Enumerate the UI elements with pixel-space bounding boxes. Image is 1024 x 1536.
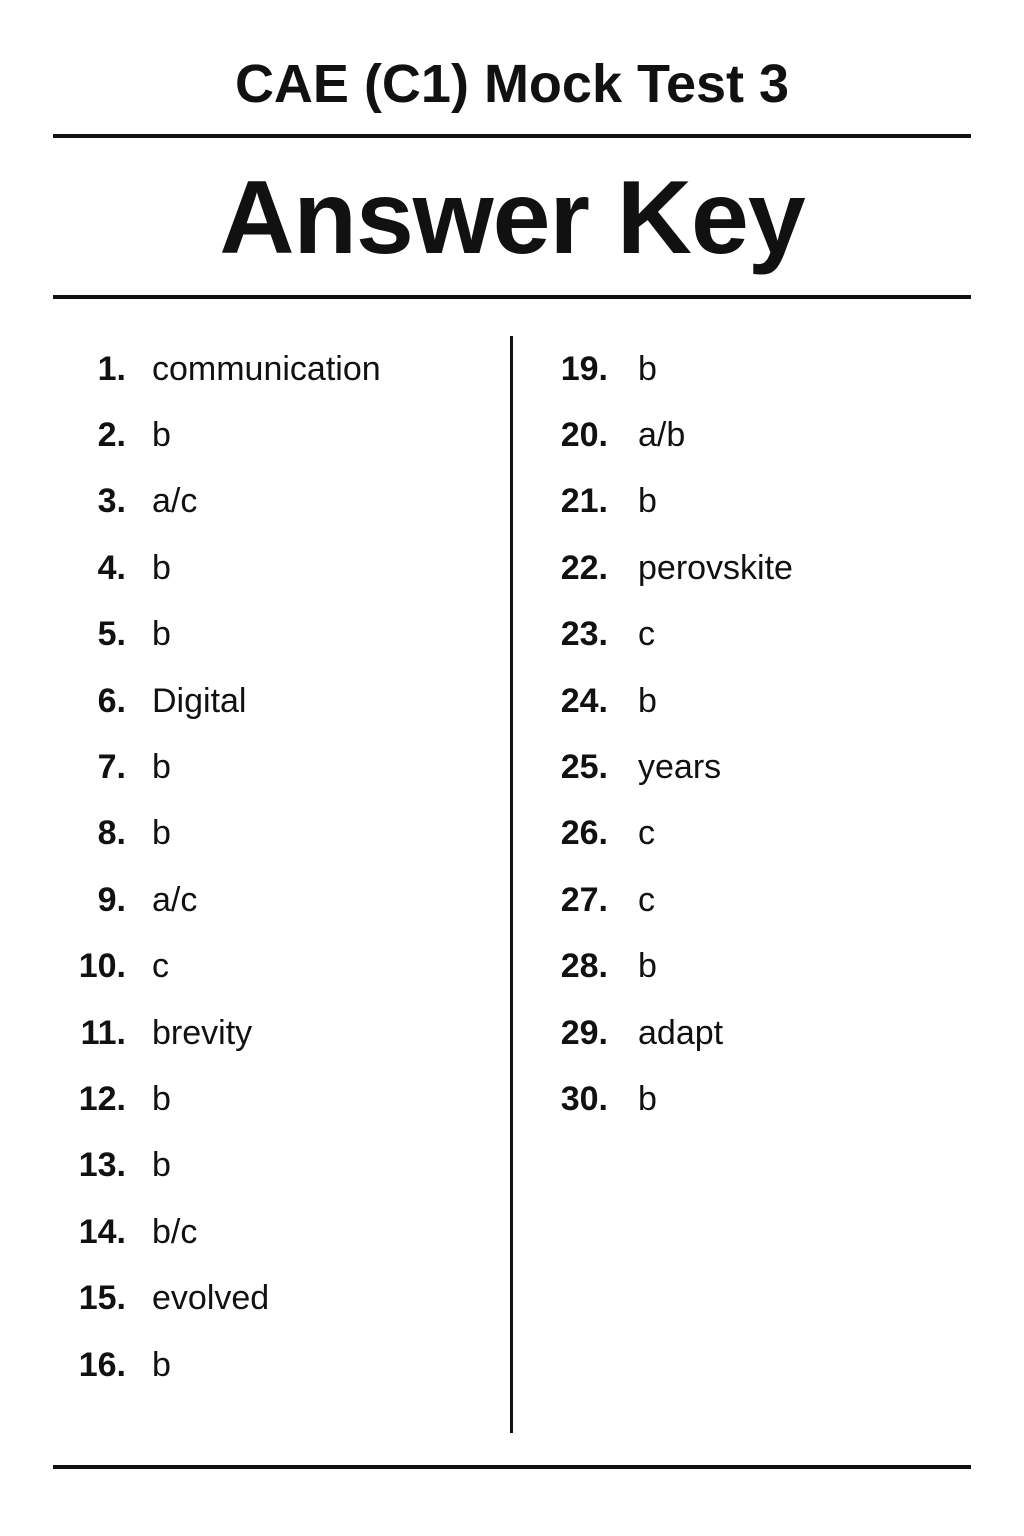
answer-text: b: [152, 1146, 171, 1185]
answer-item: [540, 801, 980, 867]
answer-item: [60, 934, 500, 1000]
bottom-rule: [53, 1465, 971, 1469]
answer-item: [60, 734, 500, 800]
question-number: 5.: [97, 615, 126, 654]
question-number: 29.: [560, 1013, 608, 1052]
question-number: 23.: [560, 615, 608, 654]
answer-item: [60, 402, 500, 468]
answer-item: [60, 1265, 500, 1331]
answer-text: b: [152, 1079, 171, 1118]
question-number: 24.: [560, 681, 608, 720]
question-number: 3.: [97, 482, 126, 521]
top-rule: [53, 134, 971, 138]
answer-item: [540, 336, 980, 402]
question-number: 30.: [560, 1079, 608, 1118]
answer-text: perovskite: [638, 548, 793, 587]
question-number: 27.: [560, 880, 608, 919]
question-number: 21.: [560, 482, 608, 521]
answer-text: years: [638, 748, 722, 787]
answer-text: b: [152, 1345, 171, 1384]
question-number: 9.: [97, 880, 126, 919]
answer-item: [540, 1066, 980, 1132]
answer-text: b: [152, 548, 171, 587]
answer-text: b: [638, 349, 657, 388]
answer-item: [60, 535, 500, 601]
question-number: 2.: [97, 416, 126, 455]
answer-item: [60, 1133, 500, 1199]
answer-text: a/c: [152, 880, 198, 919]
question-number: 8.: [97, 814, 126, 853]
answer-item: [60, 1000, 500, 1066]
answer-item: [540, 602, 980, 668]
question-number: 6.: [97, 681, 126, 720]
answers-right-column: [540, 336, 980, 1133]
answers-left-column: [60, 336, 500, 1398]
answer-text: b: [638, 947, 657, 986]
answer-text: adapt: [638, 1013, 724, 1052]
answer-text: b: [152, 416, 171, 455]
question-number: 28.: [560, 947, 608, 986]
answer-item: [540, 1000, 980, 1066]
column-divider: [510, 336, 513, 1433]
answer-item: [60, 469, 500, 535]
answer-text: b: [638, 1079, 657, 1118]
answer-text: a/c: [152, 482, 198, 521]
answer-text: communication: [152, 349, 381, 388]
page-subtitle: CAE (C1) Mock Test 3: [234, 54, 790, 114]
question-number: 22.: [560, 548, 608, 587]
question-number: 19.: [560, 349, 608, 388]
answer-item: [540, 535, 980, 601]
question-number: 14.: [78, 1212, 126, 1251]
question-number: 26.: [560, 814, 608, 853]
answer-item: [60, 336, 500, 402]
answer-item: [60, 867, 500, 933]
question-number: 13.: [78, 1146, 126, 1185]
question-number: 4.: [97, 548, 126, 587]
answer-item: [60, 668, 500, 734]
answer-item: [540, 867, 980, 933]
question-number: 10.: [78, 947, 126, 986]
answer-item: [540, 402, 980, 468]
answer-text: brevity: [152, 1013, 253, 1052]
answer-text: b: [152, 748, 171, 787]
answer-text: c: [638, 814, 655, 853]
answer-item: [60, 602, 500, 668]
answer-text: Digital: [152, 681, 247, 720]
answer-text: b: [152, 615, 171, 654]
answer-item: [540, 469, 980, 535]
question-number: 20.: [560, 416, 608, 455]
question-number: 11.: [80, 1013, 126, 1052]
question-number: 1.: [97, 349, 126, 388]
answer-item: [60, 1199, 500, 1265]
question-number: 7.: [97, 748, 126, 787]
answer-text: b: [638, 681, 657, 720]
question-number: 16.: [78, 1345, 126, 1384]
question-number: 15.: [78, 1279, 126, 1318]
answer-text: c: [638, 615, 655, 654]
question-number: 25.: [560, 748, 608, 787]
answer-text: b: [638, 482, 657, 521]
answer-item: [60, 1066, 500, 1132]
answer-text: a/b: [638, 416, 686, 455]
answer-text: c: [152, 947, 169, 986]
answer-item: [540, 934, 980, 1000]
answer-item: [540, 734, 980, 800]
answer-text: b: [152, 814, 171, 853]
header-rule: [53, 295, 971, 299]
question-number: 12.: [78, 1079, 126, 1118]
answer-text: b/c: [152, 1212, 198, 1251]
answer-item: [60, 1332, 500, 1398]
answer-text: evolved: [152, 1279, 270, 1318]
answer-text: c: [638, 880, 655, 919]
answer-item: [540, 668, 980, 734]
page-title: Answer Key: [219, 160, 805, 276]
answer-item: [60, 801, 500, 867]
